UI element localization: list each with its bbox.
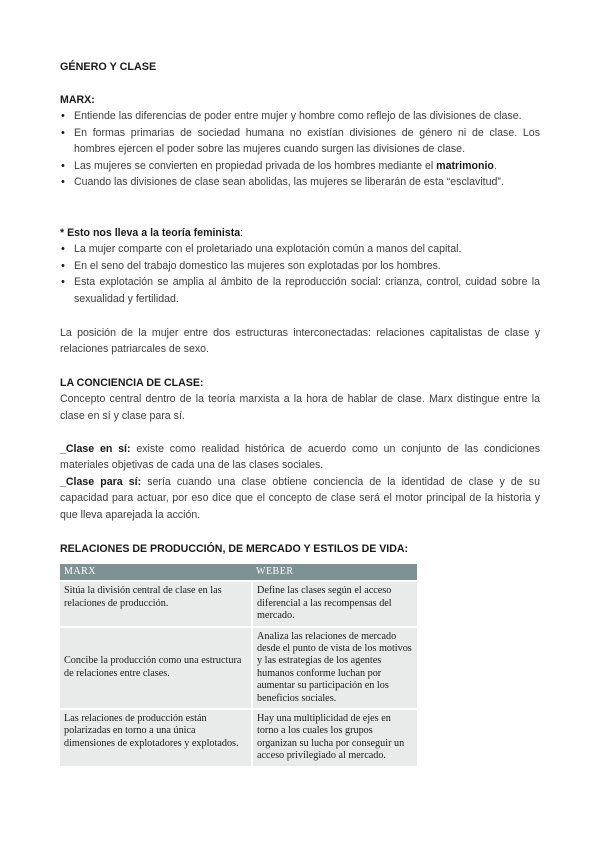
conciencia-paragraph: Concepto central dentro de la teoría marxista a la hora de hablar de clase. Marx distingue entre la clase en sí y clase para sí. [60, 393, 540, 422]
table-header-weber: WEBER [252, 564, 417, 581]
marx-bullet-3 [60, 158, 540, 174]
clase-para-si-paragraph [60, 474, 540, 523]
marx-bullet-1: • Entiende las diferencias de poder entre mujer y hombre como reflejo de las divisiones de clase. [60, 108, 540, 124]
feminist-heading: * Esto nos lleva a la teoría feminista [60, 227, 241, 239]
marx-bullet-2: • En formas primarias de sociedad humana no existían divisiones de género ni de clase. Los hombres ejercen el poder sobre las mujeres cuando surgen las divisiones de clase. [60, 125, 540, 158]
marx-bullet-3-end: . [493, 159, 497, 172]
feminist-heading-colon: : [240, 227, 244, 239]
table-header-marx: MARX [60, 564, 252, 581]
clase-en-si-label: _Clase en sí: [60, 443, 131, 455]
feminist-bullet-3: • Esta explotación se amplia al ámbito de la reproducción social: crianza, control, cuidad sobre la sexualidad y fertilidad. [60, 274, 540, 307]
table-cell-weber: Hay una multiplicidad de ejes en torno a los cuales los grupos organizan su lucha por conseguir un acceso privilegiado al mercado. [252, 709, 417, 766]
marx-heading: MARX: [60, 94, 95, 106]
feminist-bullet-list [60, 241, 540, 307]
table-cell-weber: Analiza las relaciones de mercado desde el punto de vista de los motivos y las estrategias de los agentes humanos conforme luchan por aumentar su participación en los beneficios sociales. [252, 627, 417, 709]
marx-section [60, 92, 540, 190]
table-cell-marx: Sitúa la división central de clase en las relaciones de producción. [60, 581, 252, 626]
clase-para-si-label: _Clase para sí: [60, 475, 142, 488]
clase-en-si-text: existe como realidad histórica de acuerdo como un conjunto de las condiciones materiales objetivas de cada una de las clases sociales. [60, 443, 541, 472]
marx-bullet-3-text: Las mujeres se convierten en propiedad privada de los hombres mediante el [74, 159, 437, 172]
marx-bullet-4: • Cuando las divisiones de clase sean abolidas, las mujeres se liberarán de esta “esclavitud”. [60, 174, 540, 190]
position-paragraph: La posición de la mujer entre dos estructuras interconectadas: relaciones capitalistas de clase y relaciones patriarcales de sexo. [60, 327, 540, 356]
conciencia-section [60, 375, 540, 424]
table-row [60, 581, 417, 626]
marx-weber-table [60, 564, 417, 766]
clase-definitions [60, 441, 540, 523]
table-cell-marx: Las relaciones de producción están polarizadas en torno a una única dimensiones de explotadores y explotados. [60, 709, 252, 766]
feminist-bullet-2: • En el seno del trabajo domestico las mujeres son explotadas por los hombres. [60, 258, 540, 274]
clase-en-si-paragraph [60, 441, 540, 474]
document-title: GÉNERO Y CLASE [60, 61, 157, 73]
table-cell-marx: Concibe la producción como una estructura de relaciones entre clases. [60, 627, 252, 709]
position-paragraph-block [60, 325, 540, 358]
table-cell-weber: Define las clases según el acceso diferencial a las recompensas del mercado. [252, 581, 417, 626]
table-row [60, 709, 417, 766]
feminist-section [60, 225, 540, 307]
relaciones-heading: RELACIONES DE PRODUCCIÓN, DE MERCADO Y ESTILOS DE VIDA: [60, 543, 409, 555]
table-header-row [60, 564, 417, 581]
marx-bullet-list [60, 108, 540, 190]
feminist-heading-line [60, 225, 540, 241]
clase-para-si-text: sería cuando una clase obtiene conciencia de la identidad de clase y de su capacidad para actuar, por eso dice que el concepto de clase será el motor principal de la historia y que lleva aparejada la acción. [60, 475, 540, 521]
feminist-bullet-1: • La mujer comparte con el proletariado una explotación común a manos del capital. [60, 241, 540, 257]
matrimonio-bold: matrimonio [436, 159, 494, 172]
conciencia-heading: LA CONCIENCIA DE CLASE: [60, 377, 204, 389]
table-row [60, 627, 417, 709]
